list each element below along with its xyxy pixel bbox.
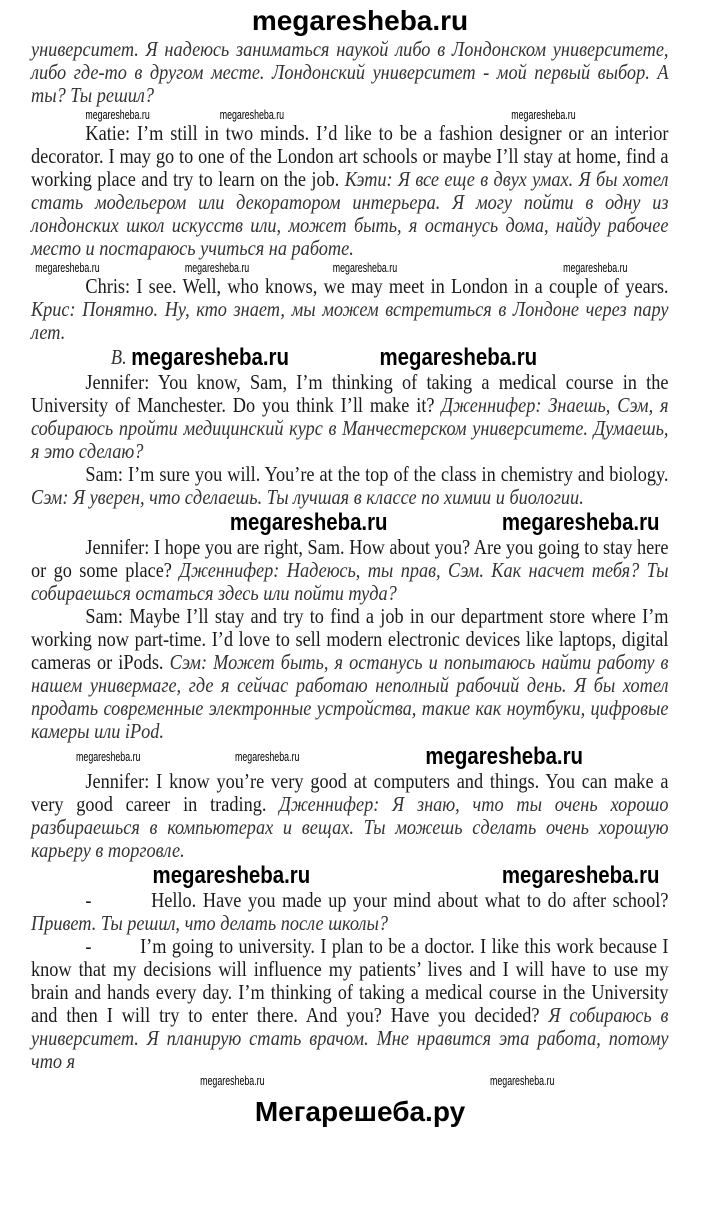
paragraph-katie: Katie: I’m still in two minds. I’d like to be a fashion designer or an interior decorator. I may go to one of the London art schools or maybe I’ll stay at home, find a working place and try to learn on the job. Кэти: Я все еще в двух умах. Я бы хотел стать модельером или декоратором интерьера. Я могу пойти в одну из лондонских школ искусств или, может быть, я останусь дома, найду рабочее место и постараюсь учиться на работе. — [31, 121, 669, 260]
watermark-row — [31, 107, 669, 122]
watermark: megaresheba.ru — [131, 344, 289, 371]
paragraph-continuation: университет. Я надеюсь заниматься наукой либо в Лондонском университете, либо где-то в другом месте. Лондонский университет - мой первый выбор. А ты? Ты решил? — [31, 38, 669, 107]
paragraph-chris: Chris: I see. Well, who knows, we may meet in London in a couple of years. Крис: Понятно. Ну, кто знает, мы можем встретиться в Лондоне через пару лет. — [31, 274, 669, 344]
watermark-row — [31, 1073, 669, 1088]
paragraph-jennifer-1: Jennifer: You know, Sam, I’m thinking of taking a medical course in the University of Manchester. Do you think I’ll make it? Дженнифер: Знаешь, Сэм, я собираюсь пройти медицинский курс в Манчестерском университете. Думаешь, я это сделаю? — [31, 370, 669, 463]
watermark: megaresheba.ru — [425, 743, 584, 770]
watermark-row — [31, 862, 669, 889]
header-watermark: megaresheba.ru — [251, 5, 469, 36]
watermark: megaresheba.ru — [235, 749, 300, 764]
paragraph-dialogue-1: - Hello. Have you made up your mind about what to do after school? Привет. Ты решил, что делать после школы? — [31, 888, 669, 935]
watermark: megaresheba.ru — [219, 107, 285, 122]
watermark: megaresheba.ru — [332, 260, 398, 275]
paragraph-jennifer-2: Jennifer: I hope you are right, Sam. How about you? Are you going to stay here or go some place? Дженнифер: Надеюсь, ты прав, Сэм. Как насчет тебя? Ты собираешься остаться здесь или пойти туда? — [31, 535, 669, 605]
watermark: megaresheba.ru — [152, 862, 311, 889]
paragraph-dialogue-2: - I’m going to university. I plan to be a doctor. I like this work because I know that my decisions will influence my patients’ lives and I will have to use my brain and hands every day. I’m thinking of taking a medical course in the University and then I will try to enter there. And you? Have you decided? Я собираюсь в университет. Я планирую стать врачом. Мне нравится эта работа, потому что я — [31, 934, 669, 1073]
watermark: megaresheba.ru — [200, 1073, 265, 1088]
watermark: megaresheba.ru — [76, 749, 141, 764]
watermark: megaresheba.ru — [563, 260, 628, 275]
watermark: megaresheba.ru — [85, 107, 150, 122]
watermark-row — [31, 743, 669, 770]
watermark: megaresheba.ru — [501, 862, 660, 889]
watermark: megaresheba.ru — [511, 107, 576, 122]
watermark: megaresheba.ru — [229, 509, 388, 536]
document-body — [31, 38, 669, 1088]
watermark: megaresheba.ru — [35, 260, 100, 275]
section-b-row — [31, 344, 669, 371]
watermark-row — [31, 509, 669, 536]
paragraph-sam-2: Sam: Maybe I’ll stay and try to find a job in our department store where I’m working now part-time. I’d love to sell modern electronic devices like laptops, digital cameras or iPods. Сэм: Может быть, я останусь и попытаюсь найти работу в нашем универмаге, где я сейчас работаю неполный рабочий день. Я бы хотел продать современные электронные устройства, такие как ноутбуки, цифровые камеры или iPod. — [31, 604, 669, 743]
paragraph-sam-1: Sam: I’m sure you will. You’re at the top of the class in chemistry and biology. Сэм: Я уверен, что сделаешь. Ты лучшая в классе по химии и биологии. — [31, 462, 669, 509]
watermark-row — [31, 260, 669, 275]
watermark: megaresheba.ru — [490, 1073, 555, 1088]
watermark: megaresheba.ru — [184, 260, 250, 275]
paragraph-jennifer-3: Jennifer: I know you’re very good at computers and things. You can make a very good career in trading. Дженнифер: Я знаю, что ты очень хорошо разбираешься в компьютерах и вещах. Ты можешь сделать очень хорошую карьеру в торговле. — [31, 769, 669, 862]
section-label-b: В. — [110, 345, 127, 369]
footer-watermark: Мегарешеба.ру — [254, 1096, 466, 1127]
watermark: megaresheba.ru — [501, 509, 660, 536]
watermark: megaresheba.ru — [379, 344, 538, 371]
